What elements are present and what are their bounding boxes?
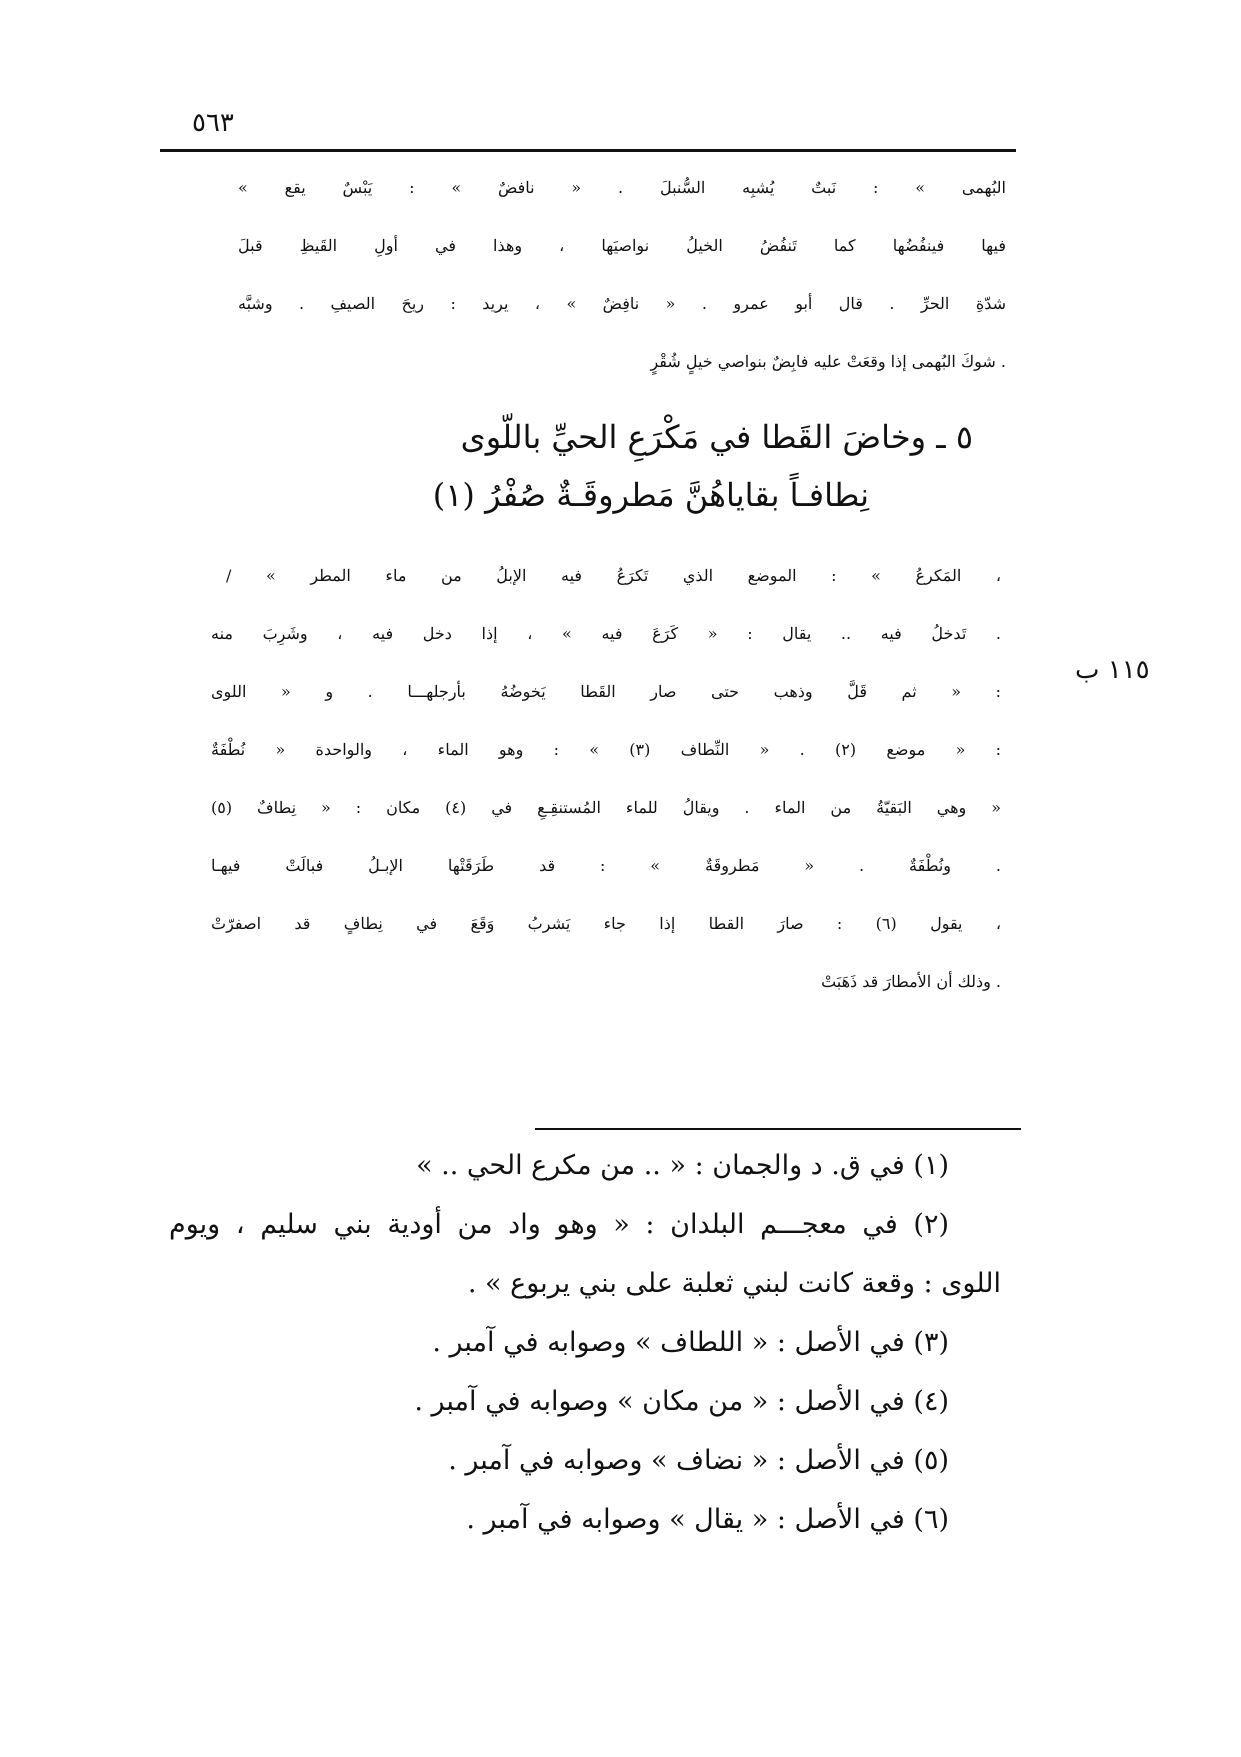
commentary-line: وهي البَقيّةُ من الماء . ويقالُ للماء المُستنقِـعِ في (٤) مكان : « نِطافٌ (٥) » xyxy=(211,798,1002,817)
commentary-line: شدّةِ الحرِّ . قال أبو عمرو . « نافِضٌ » ، يريد : ريحَ الصيفِ . وشبَّه xyxy=(238,294,1006,313)
commentary-line: موضع (٢) . « النِّطاف (٣) » : وهو الماء ، والواحدة « نُطْفَةٌ » : xyxy=(211,740,1002,759)
footnote: (٢) في معجـــم البلدان : « وهو واد من أودية بني سليم ، ويوم xyxy=(169,1209,949,1240)
commentary-line: يقول (٦) : صارَ القطا إذا جاء يَشربُ وَقَعَ في نِطافٍ قد اصفرّتْ ، xyxy=(211,914,1002,933)
verse-line-2: نِطافـاً بقاياهُنَّ مَطروقَـةٌ صُفْرُ (١) xyxy=(432,476,869,514)
commentary-line: شوكَ البُهمى إذا وقعَتْ عليه فابِضٌ بنواصي خيلٍ شُقْرٍ . xyxy=(650,352,1006,371)
commentary-line: وذلك أن الأمطارَ قد ذَهَبَتْ . xyxy=(821,972,1001,991)
commentary-line: ثم قَلَّ وذهب حتى صار القَطا يَخوضُهُ بأرجلهـــا . و « اللوى » : xyxy=(211,682,1001,701)
footnote: (٤) في الأصل : « من مكان » وصوابه في آمبر . xyxy=(414,1386,949,1417)
commentary-line: « البُهمى » : نَبتٌ يُشبِه السُّنبلَ . « نافضٌ » : يَبْسٌ يقع xyxy=(238,178,1007,197)
footnote: (٥) في الأصل : « نضاف » وصوابه في آمبر . xyxy=(448,1445,949,1476)
commentary-line: ونُطْفَةٌ . « مَطروقَةٌ » : قد طَرَقَتْها الإبـلُ فبالَتْ فيهـا . xyxy=(211,856,1001,875)
commentary-line: / « المَكرعُ » : الموضع الذي تَكرَعُ فيه الإبلُ من ماء المطر ، xyxy=(226,566,1001,585)
footnote: (٦) في الأصل : « يقال » وصوابه في آمبر . xyxy=(466,1504,949,1535)
commentary-line: تَدخلُ فيه .. يقال : « كَرَعَ فيه » ، إذا دخل فيه ، وشَرِبَ منه . xyxy=(211,624,1002,643)
footnotes-rule xyxy=(535,1128,1021,1130)
footnote-continuation: اللوى : وقعة كانت لبني ثعلبة على بني يربوع » . xyxy=(467,1268,1001,1299)
page-number: ٥٦٣ xyxy=(192,108,234,138)
margin-folio-note: ١١٥ ب xyxy=(1075,655,1150,685)
footnote: (١) في ق. د والجمان : « .. من مكرع الحي .. » xyxy=(416,1150,949,1181)
commentary-line: فيها فينفُضُها كما تَنفُضُ الخيلُ نواصيَها ، وهذا في أولِ القَيظِ قبلَ xyxy=(238,236,1006,255)
header-rule xyxy=(160,149,1016,152)
verse-line-1: ٥ ـ وخاضَ القَطا في مَكْرَعِ الحيِّ باللّوى xyxy=(460,418,973,456)
footnote: (٣) في الأصل : « اللطاف » وصوابه في آمبر . xyxy=(432,1327,949,1358)
